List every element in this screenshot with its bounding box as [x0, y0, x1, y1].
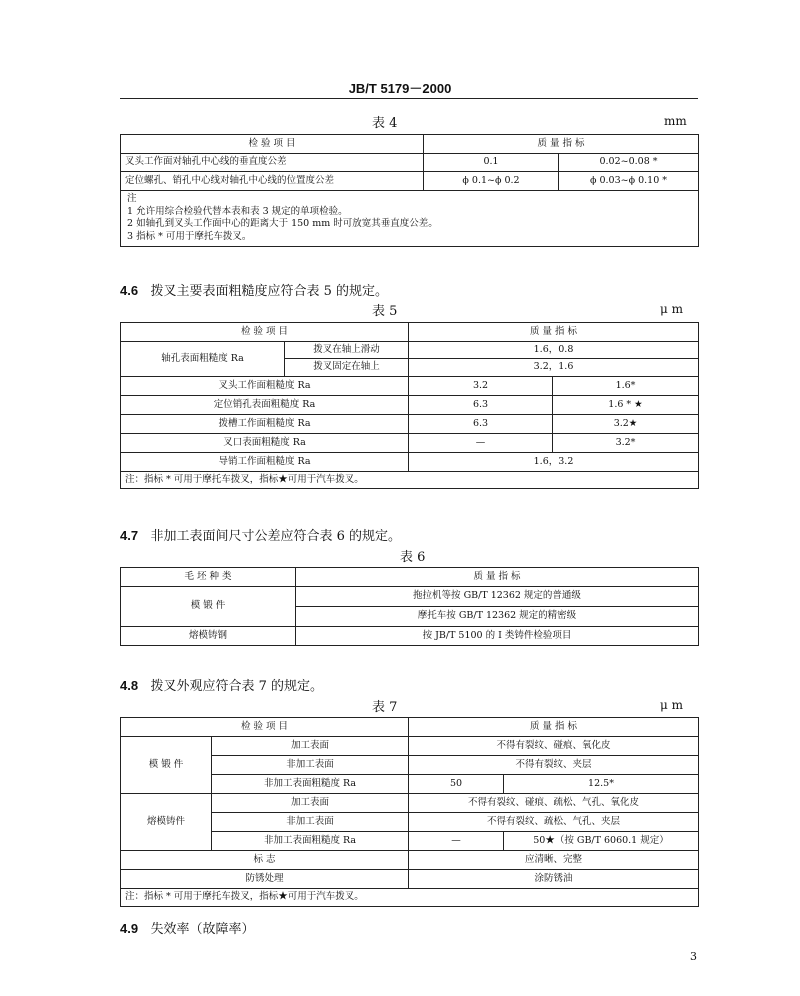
section-4-8 — [120, 675, 323, 694]
table5-unit: μ m — [660, 302, 683, 316]
table-cell: 拨叉固定在轴上 — [285, 359, 409, 377]
table-cell: 应清晰、完整 — [409, 851, 699, 870]
table-cell: 1.6 * ★ — [553, 396, 699, 415]
table-cell: 非加工表面粗糙度 Ra — [212, 832, 409, 851]
table-cell: ϕ 0.1~ϕ 0.2 — [424, 172, 559, 191]
note-line: 2 如轴孔到叉头工作面中心的距离大于 150 mm 时可放宽其垂直度公差。 — [127, 218, 438, 229]
table-cell: 叉头工作面粗糙度 Ra — [121, 377, 409, 396]
table-cell: 50 — [409, 775, 504, 794]
page-number: 3 — [690, 950, 697, 963]
table7-caption: 表 7 — [372, 700, 398, 715]
table-cell: 叉口表面粗糙度 Ra — [121, 434, 409, 453]
table4 — [120, 134, 699, 247]
table7-note: 注：指标 * 可用于摩托车拨叉，指标★可用于汽车拨叉。 — [121, 889, 699, 907]
table7-group1-label: 模 锻 件 — [121, 737, 212, 794]
table4-notes — [121, 191, 699, 247]
table-cell: 非加工表面粗糙度 Ra — [212, 775, 409, 794]
note-line: 1 允许用综合检验代替本表和表 3 规定的单项检验。 — [127, 205, 348, 217]
section-number: 4.8 — [120, 678, 139, 693]
table-cell: 拖拉机等按 GB/T 12362 规定的普通级 — [296, 587, 699, 607]
section-number: 4.7 — [120, 528, 139, 543]
table-cell: 不得有裂纹、碰痕、疏松、气孔、氧化皮 — [409, 794, 699, 813]
table-cell: 3.2，1.6 — [409, 359, 699, 377]
table-cell: 摩托车按 GB/T 12362 规定的精密级 — [296, 607, 699, 627]
section-4-6 — [120, 280, 388, 299]
table-cell: ϕ 0.03~ϕ 0.10 * — [559, 172, 699, 191]
table5-head-value: 质 量 指 标 — [409, 323, 699, 342]
table-cell: 1.6，0.8 — [409, 342, 699, 359]
section-text: 失效率（故障率） — [150, 922, 255, 937]
table-cell: 非加工表面 — [212, 813, 409, 832]
table5-note: 注：指标 * 可用于摩托车拨叉，指标★可用于汽车拨叉。 — [121, 472, 699, 489]
table-cell: 非加工表面 — [212, 756, 409, 775]
section-number: 4.9 — [120, 921, 139, 936]
table4-caption: 表 4 — [372, 116, 398, 131]
table-cell: 导销工作面粗糙度 Ra — [121, 453, 409, 472]
table-cell: 50★（按 GB/T 6060.1 规定） — [504, 832, 699, 851]
table-cell: 0.02~0.08 * — [559, 154, 699, 172]
table7-unit: μ m — [660, 698, 683, 712]
note-line: 注 — [127, 193, 137, 204]
table-cell: 加工表面 — [212, 737, 409, 756]
table-cell: 不得有裂纹、碰痕、氧化皮 — [409, 737, 699, 756]
table4-head-value: 质 量 指 标 — [424, 135, 699, 154]
table-cell: 3.2 — [409, 377, 553, 396]
section-text: 拨叉外观应符合表 7 的规定。 — [150, 679, 324, 694]
table-cell: 熔模铸钢 — [121, 627, 296, 646]
table-cell: 防锈处理 — [121, 870, 409, 889]
table6-caption: 表 6 — [400, 550, 426, 565]
section-4-9 — [120, 918, 255, 937]
table-cell: 6.3 — [409, 415, 553, 434]
section-text: 非加工表面间尺寸公差应符合表 6 的规定。 — [150, 529, 402, 544]
section-number: 4.6 — [120, 283, 139, 298]
table-cell: 不得有裂纹、夹层 — [409, 756, 699, 775]
section-text: 拨叉主要表面粗糙度应符合表 5 的规定。 — [150, 284, 389, 299]
table7-head-value: 质 量 指 标 — [409, 718, 699, 737]
table5-caption: 表 5 — [372, 304, 398, 319]
table5-group-label: 轴孔表面粗糙度 Ra — [121, 342, 285, 377]
table-cell: 定位螺孔、销孔中心线对轴孔中心线的位置度公差 — [121, 172, 424, 191]
table-cell: 标 志 — [121, 851, 409, 870]
table-cell: 按 JB/T 5100 的 I 类铸件检验项目 — [296, 627, 699, 646]
table-cell: 不得有裂纹、疏松、气孔、夹层 — [409, 813, 699, 832]
table-cell: 1.6，3.2 — [409, 453, 699, 472]
table4-head-item: 检 验 项 目 — [121, 135, 424, 154]
page-header: JB/T 5179－2000 — [348, 81, 452, 96]
table-cell: — — [409, 832, 504, 851]
table-cell: 叉头工作面对轴孔中心线的垂直度公差 — [121, 154, 424, 172]
table-cell: 拨槽工作面粗糙度 Ra — [121, 415, 409, 434]
table-cell: 3.2★ — [553, 415, 699, 434]
table6-head-value: 质 量 指 标 — [296, 568, 699, 587]
table-cell: 0.1 — [424, 154, 559, 172]
table6 — [120, 567, 699, 646]
table6-group-label: 模 锻 件 — [121, 587, 296, 627]
table5-head-item: 检 验 项 目 — [121, 323, 409, 342]
table-cell: 1.6* — [553, 377, 699, 396]
table-cell: 3.2* — [553, 434, 699, 453]
table-cell: 涂防锈油 — [409, 870, 699, 889]
table7-group2-label: 熔模铸件 — [121, 794, 212, 851]
header-rule — [120, 98, 698, 99]
section-4-7 — [120, 525, 401, 544]
table-cell: 拨叉在轴上滑动 — [285, 342, 409, 359]
table-cell: 12.5* — [504, 775, 699, 794]
table-cell: 6.3 — [409, 396, 553, 415]
table-cell: 加工表面 — [212, 794, 409, 813]
table6-head-item: 毛 坯 种 类 — [121, 568, 296, 587]
table4-unit: mm — [664, 114, 687, 128]
note-line: 3 指标 * 可用于摩托车拨叉。 — [127, 230, 252, 242]
table-cell: — — [409, 434, 553, 453]
table-cell: 定位销孔表面粗糙度 Ra — [121, 396, 409, 415]
table7-head-item: 检 验 项 目 — [121, 718, 409, 737]
table7 — [120, 717, 699, 907]
table5 — [120, 322, 699, 489]
